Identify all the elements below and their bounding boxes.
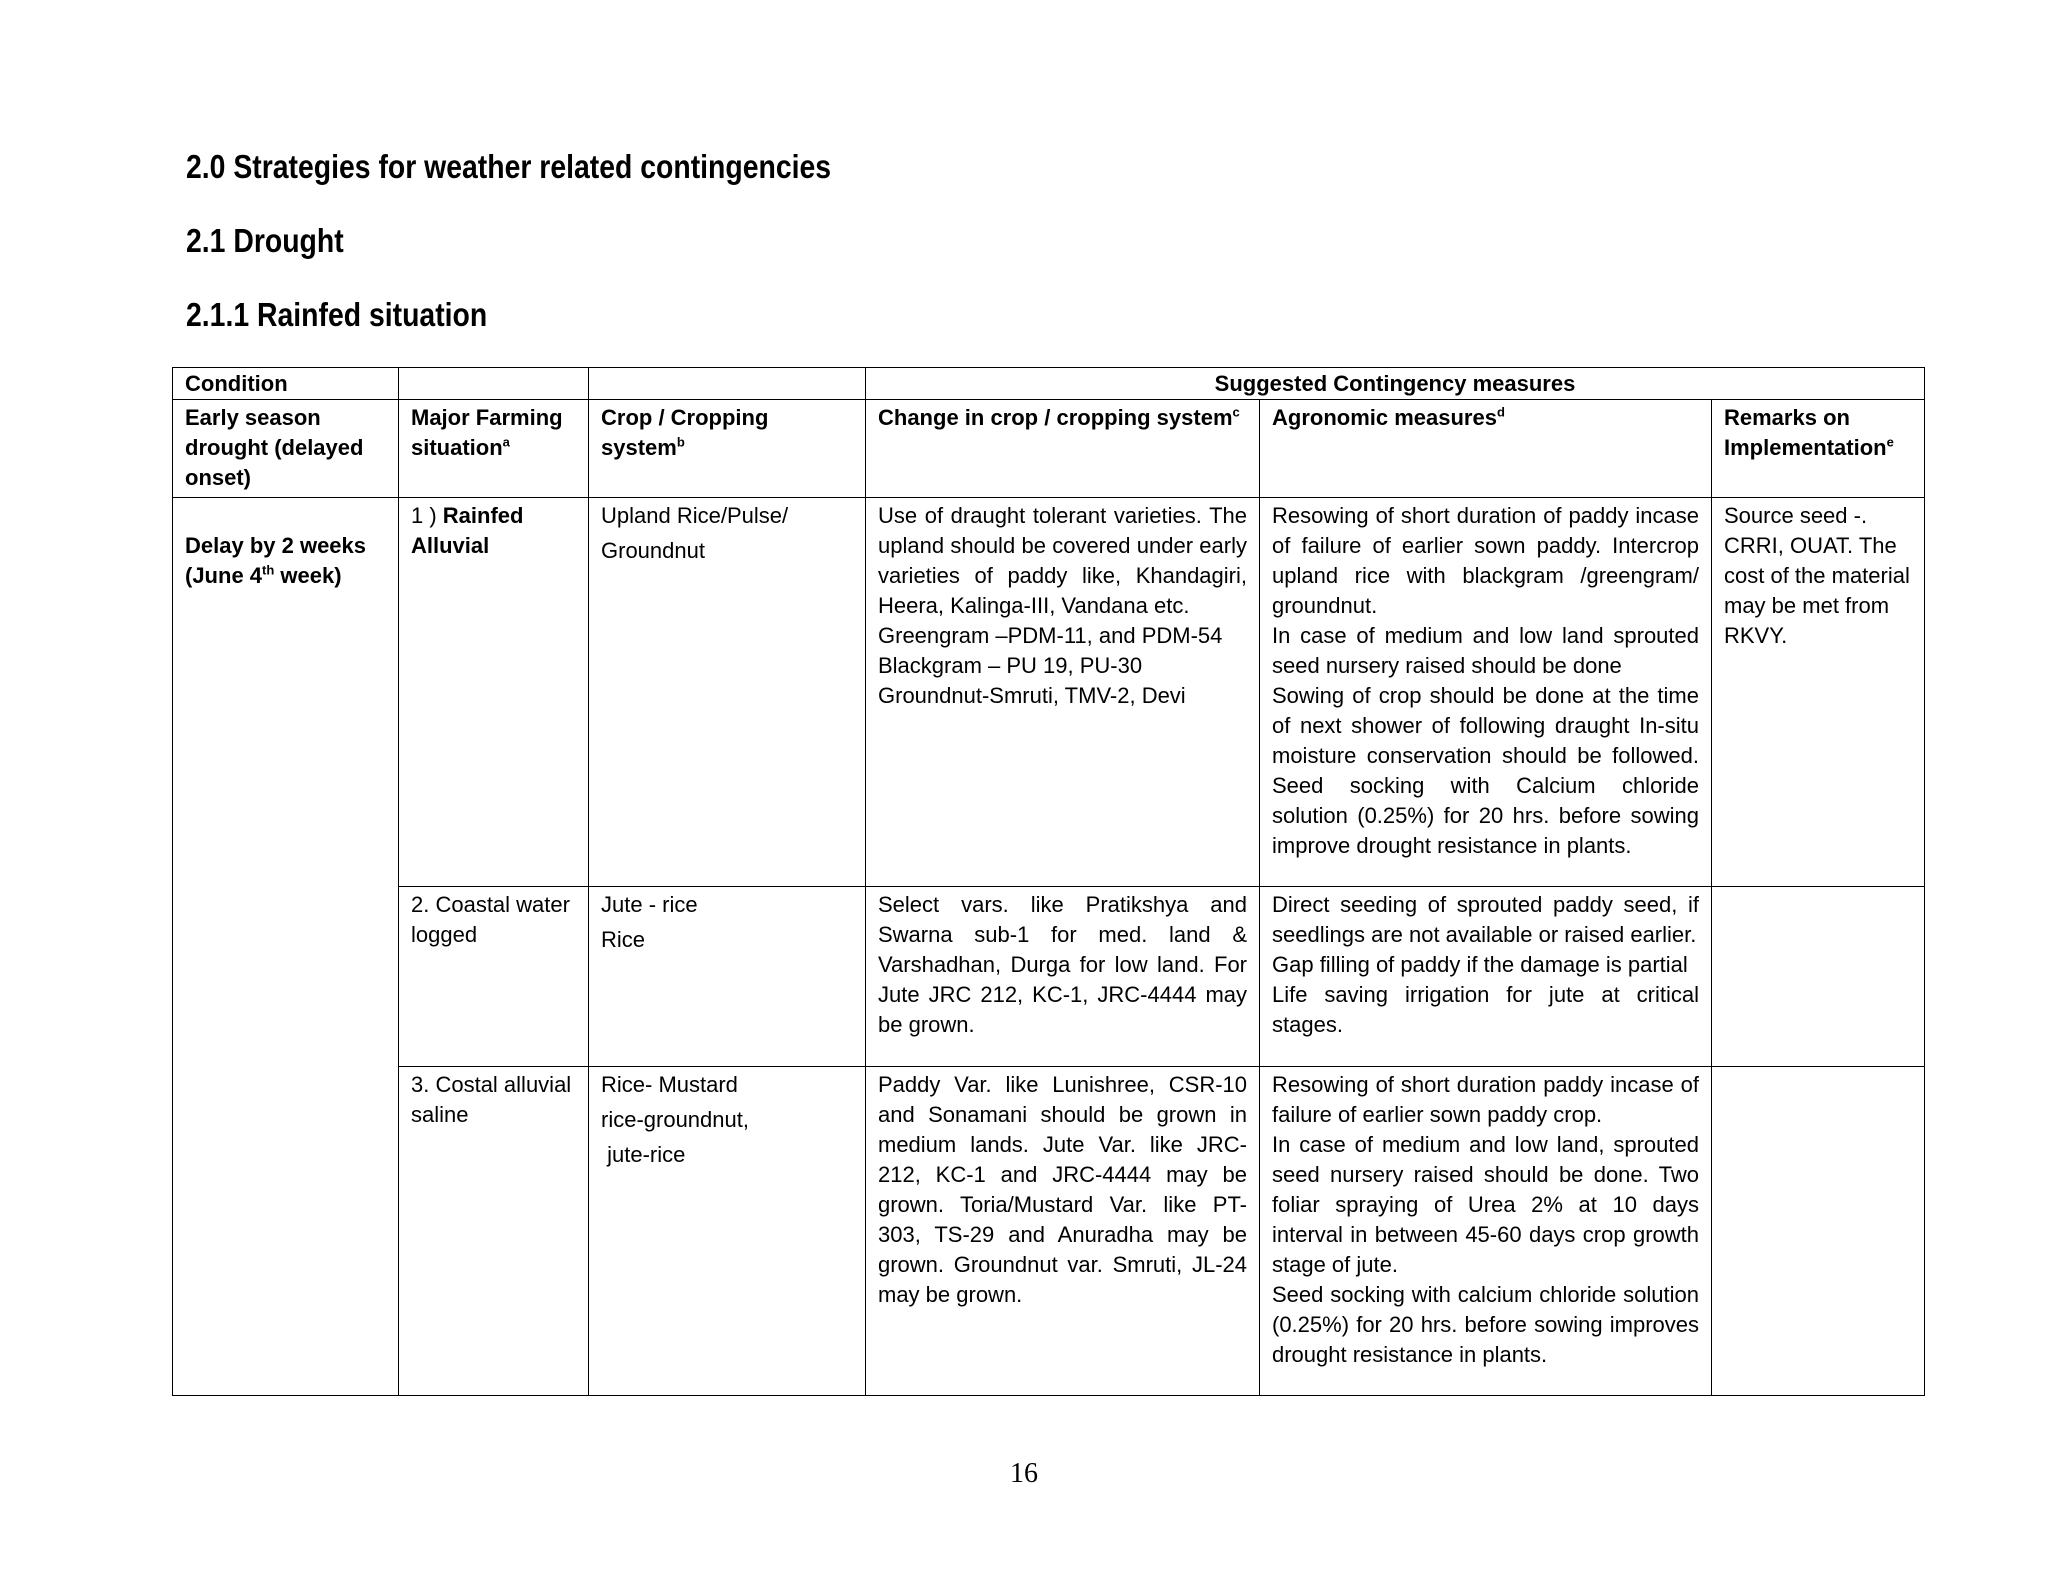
change-crop-cell: Select vars. like Pratikshya and Swarna sub-1 for med. land & Varshadhan, Durga for low land. For Jute JRC 212, KC-1, JRC-4444 may be grown. xyxy=(866,887,1260,1067)
agronomic-paragraph: Direct seeding of sprouted paddy seed, if seedlings are not available or raised earlier. xyxy=(1272,892,1699,947)
agronomic-paragraph: Sowing of crop should be done at the time of next shower of following draught In-situ moisture conservation should be followed. Seed socking with Calcium chloride solution (0.25%) for 20 hrs. before sowing improve drought resistance in plants. xyxy=(1272,683,1699,858)
farming-situation-header xyxy=(399,400,589,498)
crop-system-cell xyxy=(589,1067,866,1396)
change-crop-header xyxy=(866,400,1260,498)
footnote-marker: b xyxy=(676,434,685,450)
crop-line: Rice xyxy=(601,927,646,952)
table-subheader-row xyxy=(173,400,1925,498)
remarks-cell xyxy=(1712,1067,1925,1396)
agronomic-header xyxy=(1260,400,1712,498)
table-row xyxy=(173,887,1925,1067)
agronomic-paragraph: Life saving irrigation for jute at critical stages. xyxy=(1272,982,1699,1037)
section-heading: 2.0 Strategies for weather related contingencies xyxy=(186,148,832,185)
remarks-header xyxy=(1712,400,1925,498)
footnote-marker: a xyxy=(502,434,510,450)
crop-line: jute-rice xyxy=(601,1142,686,1167)
footnote-marker: e xyxy=(1886,434,1894,450)
remarks-label: Remarks on Implementation xyxy=(1724,405,1887,460)
subsubsection-heading: 2.1.1 Rainfed situation xyxy=(186,296,488,333)
delay-timing: (June 4th week) xyxy=(185,562,342,588)
delay-duration: Delay by 2 weeks xyxy=(185,533,367,558)
table-row xyxy=(173,1067,1925,1396)
crop-line: Rice- Mustard xyxy=(601,1072,738,1097)
farming-situation-cell: 3. Costal alluvial saline xyxy=(399,1067,589,1396)
change-crop-cell: Paddy Var. like Lunishree, CSR-10 and Sonamani should be grown in medium lands. Jute Var. like JRC-212, KC-1 and JRC-4444 may be grown. Toria/Mustard Var. like PT-303, TS-29 and Anuradha may be grown. Groundnut var. Smruti, JL-24 may be grown. xyxy=(866,1067,1260,1396)
variety-line: Groundnut-Smruti, TMV-2, Devi xyxy=(878,683,1186,708)
agronomic-cell xyxy=(1260,498,1712,887)
agronomic-paragraph: In case of medium and low land, sprouted seed nursery raised should be done. Two foliar spraying of Urea 2% at 10 days interval in between 45-60 days crop growth stage of jute. xyxy=(1272,1132,1699,1277)
crop-line: rice-groundnut, xyxy=(601,1107,749,1132)
remarks-cell: Source seed -. CRRI, OUAT. The cost of the material may be met from RKVY. xyxy=(1712,498,1925,887)
delay-condition-cell xyxy=(173,498,399,1396)
subsection-heading: 2.1 Drought xyxy=(186,222,344,259)
agronomic-cell xyxy=(1260,1067,1712,1396)
remarks-cell xyxy=(1712,887,1925,1067)
agronomic-paragraph: Resowing of short duration paddy incase of failure of earlier sown paddy crop. xyxy=(1272,1072,1699,1127)
change-paragraph: Use of draught tolerant varieties. The upland should be covered under early varieties of paddy like, Khandagiri, Heera, Kalinga-III, Vandana etc. xyxy=(878,503,1247,618)
page-number: 16 xyxy=(1010,1458,1038,1489)
crop-line: Jute - rice xyxy=(601,892,698,917)
agronomic-paragraph: Resowing of short duration of paddy incase of failure of earlier sown paddy. Intercrop upland rice with blackgram /greengram/ groundnut. xyxy=(1272,503,1699,618)
contingency-table xyxy=(172,367,1925,1396)
agronomic-paragraph: Gap filling of paddy if the damage is partial xyxy=(1272,952,1688,977)
agronomic-paragraph: In case of medium and low land sprouted seed nursery raised should be done xyxy=(1272,623,1699,678)
variety-line: Greengram –PDM-11, and PDM-54 xyxy=(878,623,1223,648)
agronomic-paragraph: Seed socking with calcium chloride solution (0.25%) for 20 hrs. before sowing improves drought resistance in plants. xyxy=(1272,1282,1699,1367)
footnote-marker: c xyxy=(1232,404,1240,420)
crop-line: Upland Rice/Pulse/ xyxy=(601,503,789,528)
empty-header-cell xyxy=(589,368,866,400)
agronomic-label: Agronomic measures xyxy=(1272,405,1497,430)
drought-type-header: Early season drought (delayed onset) xyxy=(173,400,399,498)
table-header-row xyxy=(173,368,1925,400)
condition-header: Condition xyxy=(173,368,399,400)
farming-situation-cell xyxy=(399,498,589,887)
suggested-measures-header: Suggested Contingency measures xyxy=(866,368,1925,400)
crop-line: Groundnut xyxy=(601,538,705,563)
footnote-marker: d xyxy=(1496,404,1505,420)
variety-line: Blackgram – PU 19, PU-30 xyxy=(878,653,1143,678)
crop-system-cell xyxy=(589,887,866,1067)
farming-situation-label: Major Farming situation xyxy=(411,405,563,460)
agronomic-cell xyxy=(1260,887,1712,1067)
crop-system-label: Crop / Cropping system xyxy=(601,405,769,460)
empty-header-cell xyxy=(399,368,589,400)
crop-system-header xyxy=(589,400,866,498)
farming-situation-cell: 2. Coastal water logged xyxy=(399,887,589,1067)
table-row xyxy=(173,498,1925,887)
farming-name: Rainfed Alluvial xyxy=(411,503,524,558)
crop-system-cell xyxy=(589,498,866,887)
farming-number: 1 ) xyxy=(411,503,443,528)
change-crop-label: Change in crop / cropping system xyxy=(878,405,1233,430)
change-crop-cell xyxy=(866,498,1260,887)
